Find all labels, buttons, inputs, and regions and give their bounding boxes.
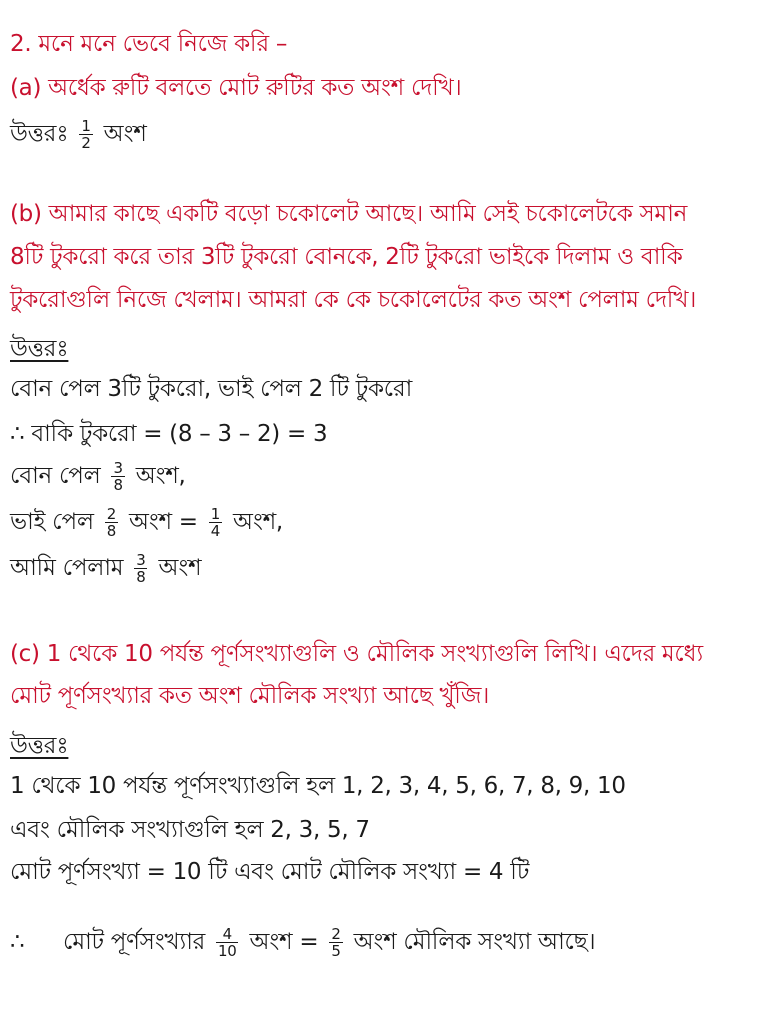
fraction-numerator: 2 xyxy=(331,925,341,943)
part-c-answer-label: উত্তরঃ xyxy=(10,733,69,759)
fraction-numerator: 3 xyxy=(113,459,123,477)
therefore-symbol: ∴ xyxy=(10,929,25,955)
part-b-line1: বোন পেল 3টি টুকরো, ভাই পেল 2 টি টুকরো xyxy=(10,376,413,402)
part-b-line5 xyxy=(10,552,201,585)
line-prefix: ভাই পেল xyxy=(10,509,94,535)
part-c-line4 xyxy=(10,926,595,959)
line-prefix: মোট পূর্ণসংখ্যার xyxy=(63,929,205,955)
fraction-denominator: 8 xyxy=(106,522,116,540)
fraction-four-tenths xyxy=(216,926,239,959)
part-c-line2: এবং মৌলিক সংখ্যাগুলি হল 2, 3, 5, 7 xyxy=(10,817,370,843)
part-b-line4 xyxy=(10,506,283,539)
line-prefix: আমি পেলাম xyxy=(10,555,124,581)
part-b-line2: ∴ বাকি টুকরো = (8 – 3 – 2) = 3 xyxy=(10,421,328,447)
q2-heading: 2. মনে মনে ভেবে নিজে করি – xyxy=(10,31,288,57)
part-a-question: (a) অর্ধেক রুটি বলতে মোট রুটির কত অংশ দেখি। xyxy=(10,75,462,101)
fraction-numerator: 1 xyxy=(81,117,91,135)
fraction-three-eighths xyxy=(111,460,124,493)
part-c-question-line2: মোট পূর্ণসংখ্যার কত অংশ মৌলিক সংখ্যা আছে খুঁজি। xyxy=(10,683,490,709)
fraction-numerator: 1 xyxy=(210,505,221,523)
part-c-question-line1: (c) 1 থেকে 10 পর্যন্ত পূর্ণসংখ্যাগুলি ও মৌলিক সংখ্যাগুলি লিখি। এদের মধ্যে xyxy=(10,641,703,667)
fraction-denominator: 2 xyxy=(81,134,91,152)
fraction-half xyxy=(79,118,92,151)
fraction-numerator: 3 xyxy=(136,551,146,569)
line-prefix: বোন পেল xyxy=(10,463,101,489)
answer-suffix: অংশ xyxy=(103,121,147,147)
line-middle: অংশ = xyxy=(128,509,198,535)
fraction-two-eighths xyxy=(105,506,118,539)
fraction-one-quarter xyxy=(209,506,222,539)
line-suffix: অংশ, xyxy=(135,463,186,489)
part-c-line3: মোট পূর্ণসংখ্যা = 10 টি এবং মোট মৌলিক সংখ্যা = 4 টি xyxy=(10,859,530,885)
fraction-three-eighths xyxy=(134,552,147,585)
part-a-answer xyxy=(10,118,147,151)
line-suffix: অংশ xyxy=(158,555,202,581)
answer-label: উত্তরঃ xyxy=(10,121,69,147)
fraction-denominator: 4 xyxy=(210,522,221,540)
fraction-denominator: 8 xyxy=(113,476,123,494)
fraction-numerator: 2 xyxy=(106,505,116,523)
fraction-two-fifths xyxy=(329,926,342,959)
fraction-numerator: 4 xyxy=(222,925,232,943)
part-c-line1: 1 থেকে 10 পর্যন্ত পূর্ণসংখ্যাগুলি হল 1, 2, 3, 4, 5, 6, 7, 8, 9, 10 xyxy=(10,773,626,799)
line-suffix: অংশ, xyxy=(233,509,283,535)
part-b-question-line3: টুকরোগুলি নিজে খেলাম। আমরা কে কে চকোলেটের কত অংশ পেলাম দেখি। xyxy=(10,287,697,313)
fraction-denominator: 10 xyxy=(217,942,237,960)
part-b-question-line2: 8টি টুকরো করে তার 3টি টুকরো বোনকে, 2টি টুকরো ভাইকে দিলাম ও বাকি xyxy=(10,244,683,270)
part-b-question-line1: (b) আমার কাছে একটি বড়ো চকোলেট আছে। আমি সেই চকোলেটকে সমান xyxy=(10,201,687,227)
fraction-denominator: 5 xyxy=(331,942,341,960)
line-suffix: অংশ মৌলিক সংখ্যা আছে। xyxy=(353,929,596,955)
part-b-answer-label: উত্তরঃ xyxy=(10,336,69,362)
fraction-denominator: 8 xyxy=(136,568,146,586)
part-b-line3 xyxy=(10,460,186,493)
line-middle: অংশ = xyxy=(249,929,319,955)
